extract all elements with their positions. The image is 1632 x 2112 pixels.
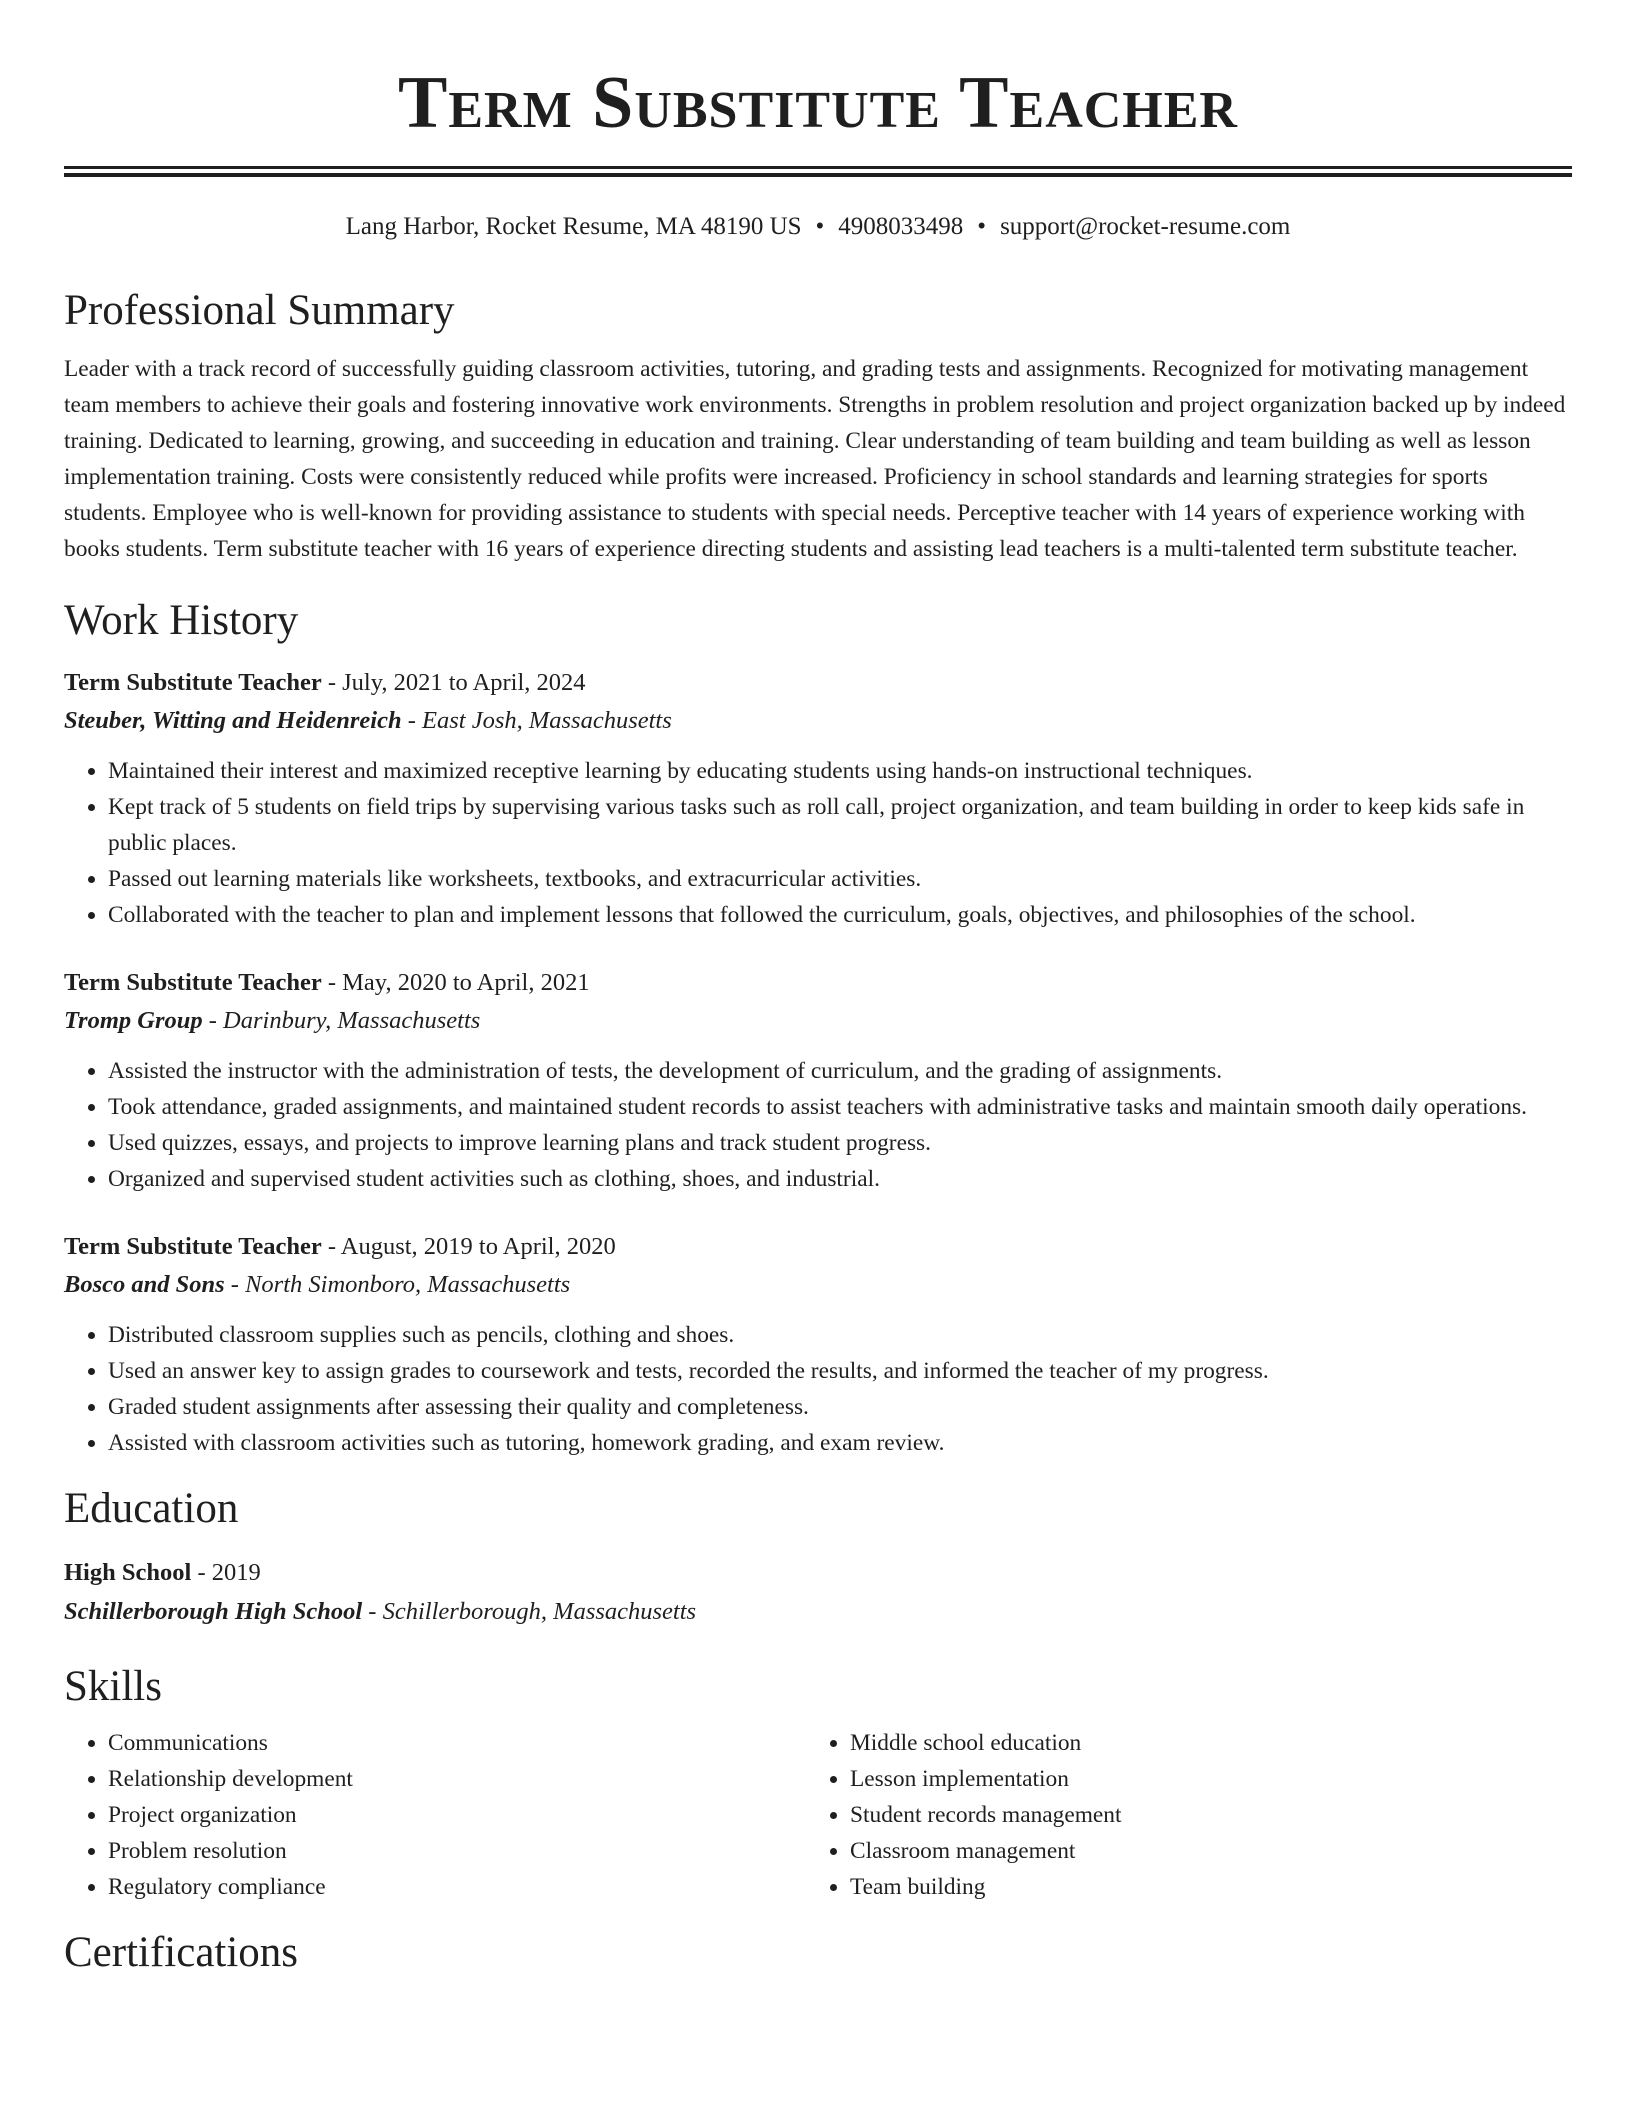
skills-columns bbox=[64, 1725, 1572, 1905]
resume-title: Term Substitute Teacher bbox=[397, 62, 1238, 144]
job-bullet: • Assisted with classroom activities such as tutoring, homework grading, and exam review. bbox=[108, 1425, 1572, 1461]
title-divider bbox=[64, 166, 1572, 177]
section-heading-summary: Professional Summary bbox=[64, 287, 455, 334]
job-company: Tromp Group bbox=[64, 1007, 203, 1034]
section-heading-skills: Skills bbox=[64, 1663, 162, 1710]
section-heading-work-history: Work History bbox=[64, 597, 299, 644]
job-title: Term Substitute Teacher bbox=[64, 969, 322, 996]
job-company-line bbox=[64, 1265, 1572, 1305]
skill-item: • Team building bbox=[850, 1869, 1548, 1905]
contact-address: Lang Harbor, Rocket Resume, MA 48190 US bbox=[345, 213, 802, 240]
job-title: Term Substitute Teacher bbox=[64, 1233, 322, 1260]
job-location: - Darinbury, Massachusetts bbox=[202, 1007, 481, 1034]
job-company: Steuber, Witting and Heidenreich bbox=[64, 707, 402, 734]
job-company-line bbox=[64, 1001, 1572, 1041]
job-bullet: • Took attendance, graded assignments, and maintained student records to assist teachers with administrative tasks and maintain smooth daily operations. bbox=[108, 1089, 1572, 1125]
education-degree: High School bbox=[64, 1559, 192, 1586]
section-heading-education: Education bbox=[64, 1485, 239, 1532]
education-school-line bbox=[64, 1591, 1572, 1633]
contact-email: support@rocket-resume.com bbox=[1000, 213, 1291, 240]
job-bullets bbox=[64, 753, 1572, 933]
job-dates: - July, 2021 to April, 2024 bbox=[321, 669, 586, 696]
education-year: - 2019 bbox=[191, 1559, 261, 1586]
skills-column-left bbox=[64, 1725, 806, 1905]
job-location: - North Simonboro, Massachusetts bbox=[224, 1271, 571, 1298]
job-location: - East Josh, Massachusetts bbox=[401, 707, 672, 734]
job-bullet: • Passed out learning materials like worksheets, textbooks, and extracurricular activities. bbox=[108, 861, 1572, 897]
job-bullets bbox=[64, 1053, 1572, 1197]
skill-item: • Relationship development bbox=[108, 1761, 806, 1797]
job-bullet: • Collaborated with the teacher to plan and implement lessons that followed the curriculum, goals, objectives, and philosophies of the school. bbox=[108, 897, 1572, 933]
job-title: Term Substitute Teacher bbox=[64, 669, 322, 696]
job-bullet: • Graded student assignments after assessing their quality and completeness. bbox=[108, 1389, 1572, 1425]
skill-item: • Classroom management bbox=[850, 1833, 1548, 1869]
job-entry bbox=[64, 665, 1572, 933]
job-dates: - August, 2019 to April, 2020 bbox=[321, 1233, 616, 1260]
education-location: - Schillerborough, Massachusetts bbox=[362, 1598, 697, 1625]
job-company-line bbox=[64, 701, 1572, 741]
job-title-line bbox=[64, 665, 1572, 701]
education-degree-line bbox=[64, 1555, 1572, 1591]
job-company: Bosco and Sons bbox=[64, 1271, 225, 1298]
job-bullet: • Used quizzes, essays, and projects to improve learning plans and track student progress. bbox=[108, 1125, 1572, 1161]
job-entry bbox=[64, 1229, 1572, 1461]
skill-item: • Student records management bbox=[850, 1797, 1548, 1833]
skill-item: • Project organization bbox=[108, 1797, 806, 1833]
job-entry bbox=[64, 965, 1572, 1197]
job-bullet: • Assisted the instructor with the administration of tests, the development of curriculum, and the grading of assignments. bbox=[108, 1053, 1572, 1089]
contact-separator: • bbox=[815, 213, 825, 240]
job-bullet: • Organized and supervised student activities such as clothing, shoes, and industrial. bbox=[108, 1161, 1572, 1197]
education-school: Schillerborough High School bbox=[64, 1598, 363, 1625]
skills-column-right bbox=[806, 1725, 1548, 1905]
summary-text: Leader with a track record of successfully guiding classroom activities, tutoring, and grading tests and assignments. Recognized for motivating management team members to achieve their goals and fostering innovative work environments. Strengths in problem resolution and project organization backed up by indeed training. Dedicated to learning, growing, and succeeding in education and training. Clear understanding of team building and team building as well as lesson implementation training. Costs were consistently reduced while profits were increased. Proficiency in school standards and learning strategies for sports students. Employee who is well-known for providing assistance to students with special needs. Perceptive teacher with 14 years of experience working with books students. Term substitute teacher with 16 years of experience directing students and assisting lead teachers is a multi-talented term substitute teacher. bbox=[64, 356, 1566, 562]
job-dates: - May, 2020 to April, 2021 bbox=[321, 969, 590, 996]
job-bullet: • Kept track of 5 students on field trips by supervising various tasks such as roll call, project organization, and team building in order to keep kids safe in public places. bbox=[108, 789, 1572, 861]
skill-item: • Communications bbox=[108, 1725, 806, 1761]
job-title-line bbox=[64, 965, 1572, 1001]
contact-phone: 4908033498 bbox=[838, 213, 964, 240]
skill-item: • Lesson implementation bbox=[850, 1761, 1548, 1797]
section-heading-certifications: Certifications bbox=[64, 1929, 299, 1976]
job-bullets bbox=[64, 1317, 1572, 1461]
skill-item: • Regulatory compliance bbox=[108, 1869, 806, 1905]
skill-item: • Problem resolution bbox=[108, 1833, 806, 1869]
job-bullet: • Used an answer key to assign grades to coursework and tests, recorded the results, and informed the teacher of my progress. bbox=[108, 1353, 1572, 1389]
skill-item: • Middle school education bbox=[850, 1725, 1548, 1761]
job-bullet: • Maintained their interest and maximized receptive learning by educating students using hands-on instructional techniques. bbox=[108, 753, 1572, 789]
contact-line bbox=[64, 211, 1572, 243]
job-title-line bbox=[64, 1229, 1572, 1265]
contact-separator: • bbox=[977, 213, 987, 240]
resume-page bbox=[64, 0, 1572, 1979]
job-bullet: • Distributed classroom supplies such as pencils, clothing and shoes. bbox=[108, 1317, 1572, 1353]
